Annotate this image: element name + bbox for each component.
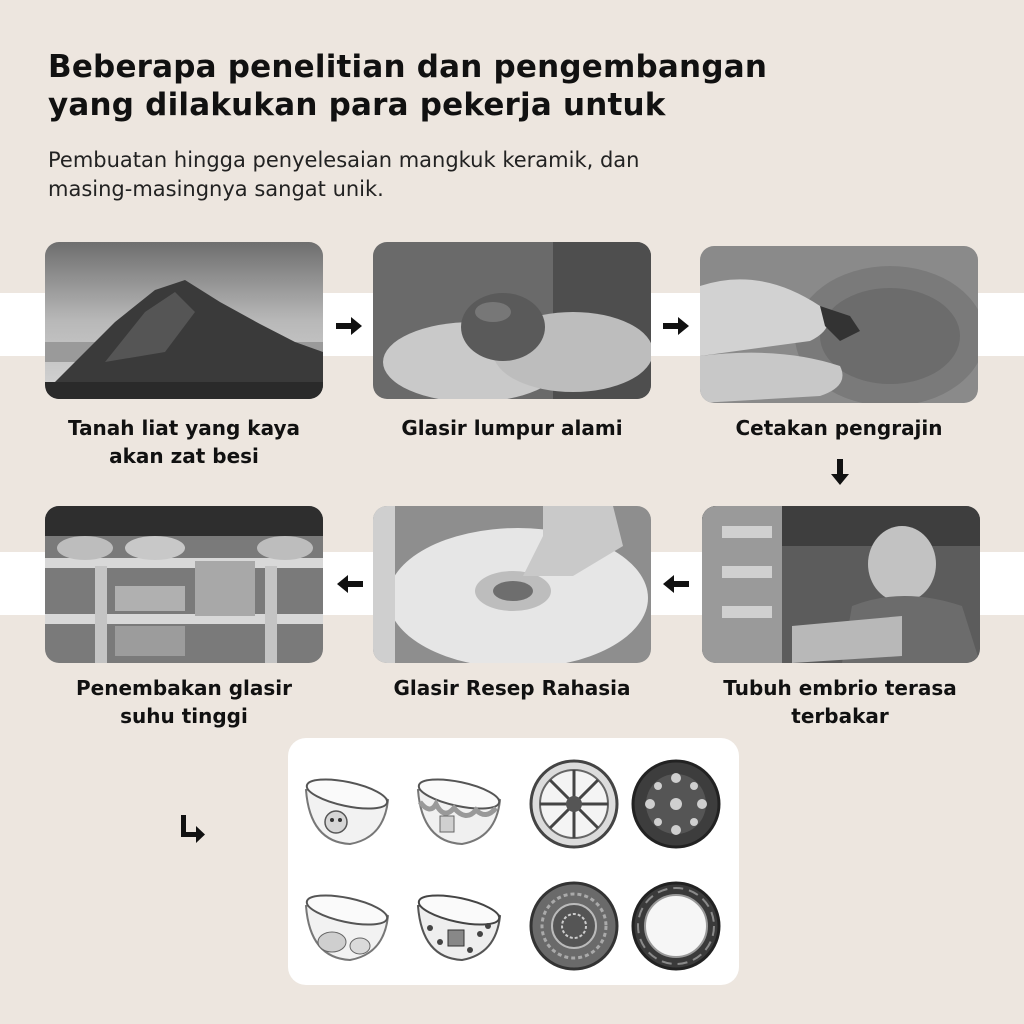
step-caption-1	[34, 414, 334, 470]
title-line-1: Beberapa penelitian dan pengembangan	[48, 49, 768, 85]
caption-line: Tanah liat yang kaya	[68, 416, 300, 440]
step-caption-3	[689, 414, 989, 442]
page-title	[48, 48, 948, 124]
caption-line: Glasir lumpur alami	[401, 416, 623, 440]
step-caption-4	[690, 674, 990, 730]
caption-line: Tubuh embrio terasa	[723, 676, 957, 700]
finished-bowls-panel	[288, 738, 739, 985]
subtitle-line-1: Pembuatan hingga penyelesaian mangkuk keramik, dan	[48, 148, 640, 172]
cartoon-bowl-image	[298, 876, 394, 972]
spoke-plate-image	[526, 756, 622, 852]
title-line-2: yang dilakukan para pekerja untuk	[48, 87, 666, 123]
floral-plate-image	[628, 756, 724, 852]
hands-holding-clay-photo	[373, 242, 651, 399]
arrow-right-icon	[660, 310, 692, 342]
mandala-plate-image	[526, 878, 622, 974]
caption-line: Penembakan glasir	[76, 676, 292, 700]
arrow-right-icon	[333, 310, 365, 342]
worker-with-bowls-photo	[702, 506, 980, 663]
drip-bowl-image	[410, 760, 506, 856]
caption-line: suhu tinggi	[120, 704, 248, 728]
arrow-corner-down-right-icon	[176, 812, 208, 844]
step-caption-6	[34, 674, 334, 730]
caption-line: akan zat besi	[109, 444, 259, 468]
glaze-bucket-photo	[373, 506, 651, 663]
arrow-down-icon	[824, 456, 856, 488]
caption-line: Cetakan pengrajin	[735, 416, 943, 440]
step-caption-2	[362, 414, 662, 442]
clay-mountain-photo	[45, 242, 323, 399]
page-subtitle	[48, 146, 948, 204]
caption-line: terbakar	[791, 704, 889, 728]
hands-shaping-clay-photo	[700, 246, 978, 403]
arrow-left-icon	[660, 568, 692, 600]
kiln-shelves-photo	[45, 506, 323, 663]
bear-bowl-image	[298, 760, 394, 856]
arrow-left-icon	[334, 568, 366, 600]
step-caption-5	[362, 674, 662, 702]
subtitle-line-2: masing-masingnya sangat unik.	[48, 177, 384, 201]
rimmed-plate-image	[628, 878, 724, 974]
pattern-bowl-image	[410, 876, 506, 972]
caption-line: Glasir Resep Rahasia	[393, 676, 631, 700]
